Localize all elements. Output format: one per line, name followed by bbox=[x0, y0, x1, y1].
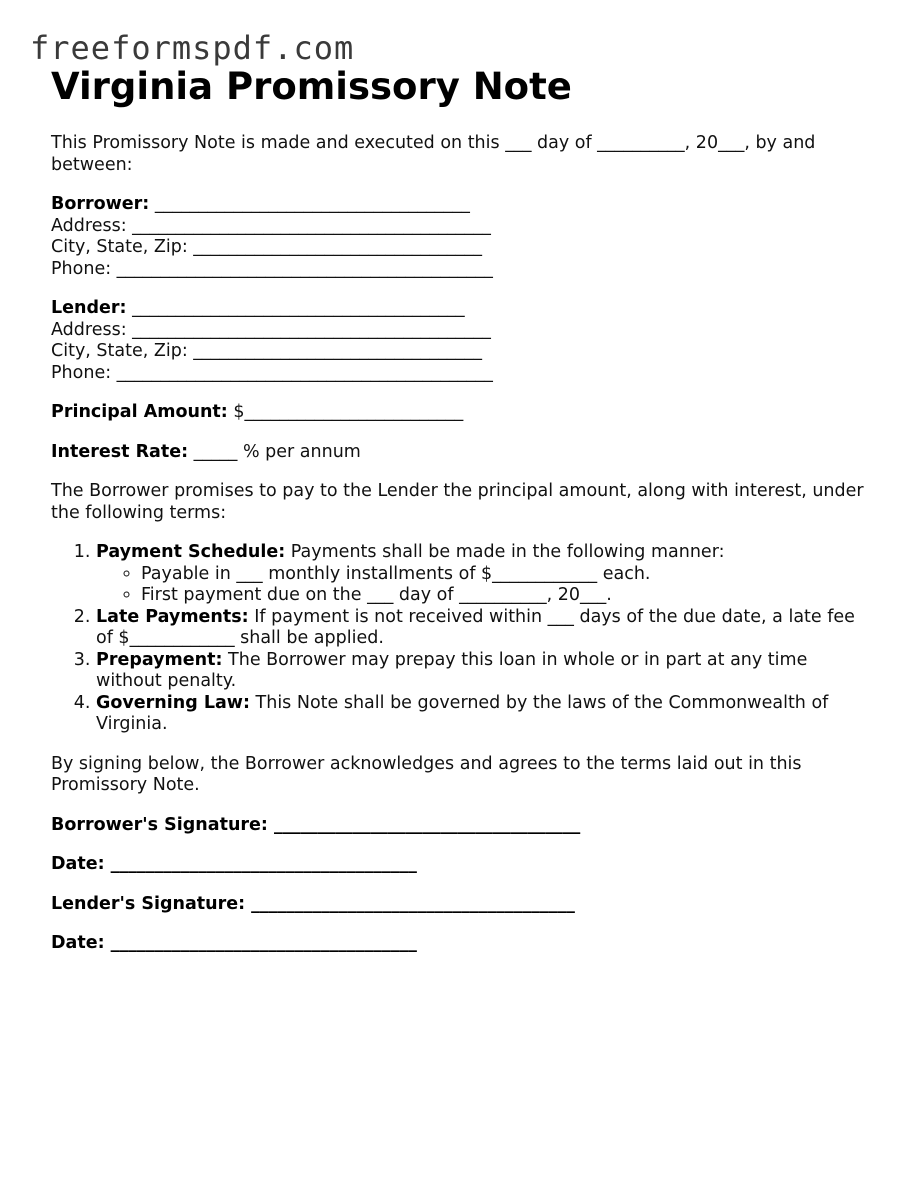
term-text: This Note shall be governed by the laws of the Commonwealth of Virginia. bbox=[96, 692, 829, 734]
borrower-date-line bbox=[51, 854, 871, 876]
payment-schedule-sublist bbox=[96, 564, 871, 607]
lender-label: Lender: bbox=[51, 298, 127, 318]
lender-address-line: Address: _________________________________________ bbox=[51, 319, 491, 340]
sub-item-installments: ◦ Payable in ___ monthly installments of $____________ each. bbox=[141, 564, 871, 586]
term-label: Prepayment: bbox=[96, 649, 223, 670]
terms-list bbox=[51, 542, 871, 736]
term-label: Late Payments: bbox=[96, 606, 249, 627]
principal-label: Principal Amount: bbox=[51, 402, 228, 422]
principal-amount-line bbox=[51, 402, 871, 424]
lender-section bbox=[51, 298, 871, 384]
lender-name-line bbox=[51, 298, 871, 320]
term-item-governing-law bbox=[96, 693, 871, 736]
signature-label: Borrower's Signature: ___________________________________ bbox=[51, 814, 581, 835]
sub-item-first-payment: ◦ First payment due on the ___ day of __________, 20___. bbox=[141, 585, 871, 607]
borrower-section bbox=[51, 194, 871, 280]
term-label: Governing Law: bbox=[96, 692, 250, 713]
interest-blank: _____ % per annum bbox=[188, 441, 361, 462]
term-text: The Borrower may prepay this loan in whole or in part at any time without penalty. bbox=[96, 649, 808, 691]
intro-paragraph: This Promissory Note is made and executed on this ___ day of __________, 20___, by and between: bbox=[51, 133, 816, 175]
document-title: Virginia Promissory Note bbox=[51, 65, 572, 108]
lender-signature-line bbox=[51, 894, 871, 916]
term-item-prepayment bbox=[96, 650, 871, 693]
date-label: Date: ___________________________________ bbox=[51, 854, 417, 874]
interest-label: Interest Rate: bbox=[51, 441, 189, 462]
interest-rate-line bbox=[51, 442, 871, 464]
date-label: Date: ___________________________________ bbox=[51, 933, 417, 953]
borrower-name-line bbox=[51, 194, 871, 216]
term-text: Payments shall be made in the following manner: bbox=[285, 542, 725, 562]
borrower-city-line: City, State, Zip: _________________________________ bbox=[51, 237, 483, 257]
term-text: If payment is not received within ___ days of the due date, a late fee of $____________ shall be applied. bbox=[96, 606, 855, 648]
borrower-phone-line: Phone: ___________________________________________ bbox=[51, 258, 493, 279]
borrower-label: Borrower: bbox=[51, 194, 150, 214]
borrower-signature-line bbox=[51, 815, 871, 837]
terms-intro-paragraph: The Borrower promises to pay to the Lender the principal amount, along with interest, under the following terms: bbox=[51, 481, 864, 523]
promissory-note-document bbox=[51, 64, 871, 973]
lender-name-blank: ______________________________________ bbox=[126, 298, 465, 318]
term-item-payment-schedule bbox=[96, 542, 871, 607]
term-item-late-payments bbox=[96, 607, 871, 650]
principal-blank: $_________________________ bbox=[227, 402, 464, 422]
watermark-logo: freeformspdf.com bbox=[30, 29, 355, 67]
signature-label: Lender's Signature: _____________________________________ bbox=[51, 893, 575, 914]
borrower-name-blank: ____________________________________ bbox=[149, 194, 470, 214]
lender-phone-line: Phone: ___________________________________________ bbox=[51, 362, 493, 383]
lender-city-line: City, State, Zip: _________________________________ bbox=[51, 341, 483, 361]
term-label: Payment Schedule: bbox=[96, 542, 286, 562]
closing-paragraph: By signing below, the Borrower acknowledges and agrees to the terms laid out in this Promissory Note. bbox=[51, 753, 802, 795]
lender-date-line bbox=[51, 933, 871, 955]
borrower-address-line: Address: _________________________________________ bbox=[51, 215, 491, 236]
